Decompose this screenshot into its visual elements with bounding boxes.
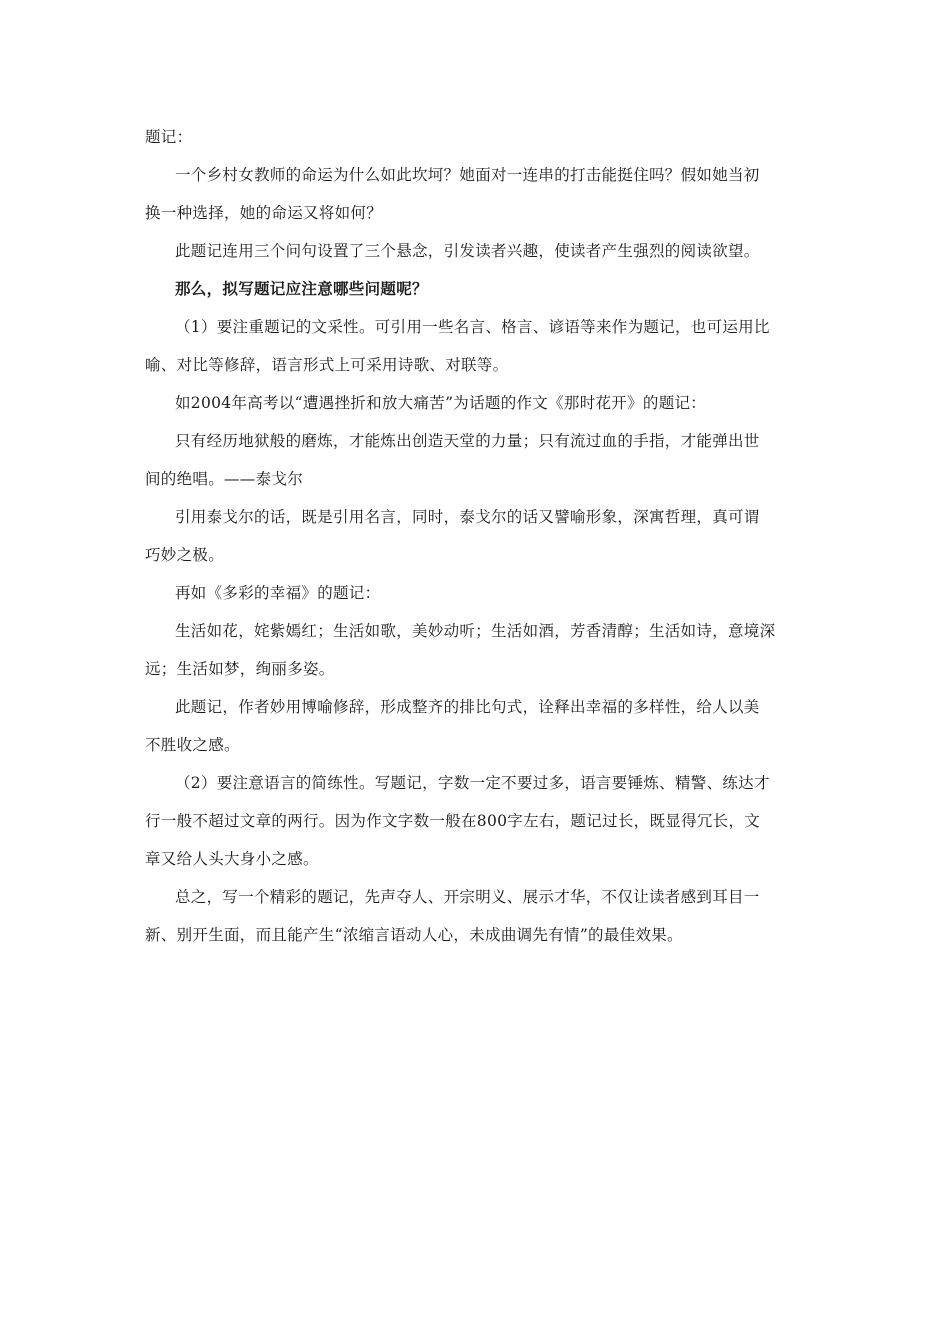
text-line: 此题记，作者妙用博喻修辞，形成整齐的排比句式，诠释出幸福的多样性，给人以美 bbox=[175, 698, 760, 716]
text-line: 如2004年高考以“遭遇挫折和放大痛苦”为话题的作文《那时花开》的题记： bbox=[175, 394, 707, 412]
text-line: 间的绝唱。——泰戈尔 bbox=[145, 470, 304, 488]
text-line: 一个乡村女教师的命运为什么如此坎坷？她面对一连串的打击能挺住吗？假如她当初 bbox=[175, 166, 760, 184]
text-line: 不胜收之感。 bbox=[145, 736, 240, 754]
document-body bbox=[145, 118, 807, 954]
text-line: 生活如花，姹紫嫣红；生活如歌，美妙动听；生活如酒，芳香清醇；生活如诗，意境深 bbox=[175, 622, 776, 640]
section-question: 那么，拟写题记应注意哪些问题呢？ bbox=[175, 279, 428, 298]
text-line: 行一般不超过文章的两行。因为作文字数一般在800字左右，题记过长，既显得冗长，文 bbox=[145, 812, 761, 830]
text-line: 引用泰戈尔的话，既是引用名言，同时，泰戈尔的话又譬喻形象，深寓哲理，真可谓 bbox=[175, 508, 760, 526]
text-line: 章又给人头大身小之感。 bbox=[145, 850, 319, 868]
text-line: 总之，写一个精彩的题记，先声夺人、开宗明义、展示才华，不仅让读者感到耳目一 bbox=[175, 888, 760, 906]
text-line: 远；生活如梦，绚丽多姿。 bbox=[145, 660, 335, 678]
text-line: 换一种选择，她的命运又将如何？ bbox=[145, 204, 383, 222]
text-line: 题记： bbox=[145, 128, 193, 146]
text-line: 巧妙之极。 bbox=[145, 546, 225, 564]
text-line: （1）要注重题记的文采性。可引用一些名言、格言、谚语等来作为题记，也可运用比 bbox=[175, 318, 770, 336]
text-line: （2）要注意语言的简练性。写题记，字数一定不要过多，语言要锤炼、精警、练达才 bbox=[175, 774, 770, 792]
text-line: 再如《多彩的幸福》的题记： bbox=[175, 584, 381, 602]
text-line: 此题记连用三个问句设置了三个悬念，引发读者兴趣，使读者产生强烈的阅读欲望。 bbox=[175, 242, 760, 260]
text-line: 只有经历地狱般的磨炼，才能炼出创造天堂的力量；只有流过血的手指，才能弹出世 bbox=[175, 432, 760, 450]
text-line: 新、别开生面，而且能产生“浓缩言语动人心，未成曲调先有情”的最佳效果。 bbox=[145, 926, 683, 944]
text-line: 喻、对比等修辞，语言形式上可采用诗歌、对联等。 bbox=[145, 356, 509, 374]
